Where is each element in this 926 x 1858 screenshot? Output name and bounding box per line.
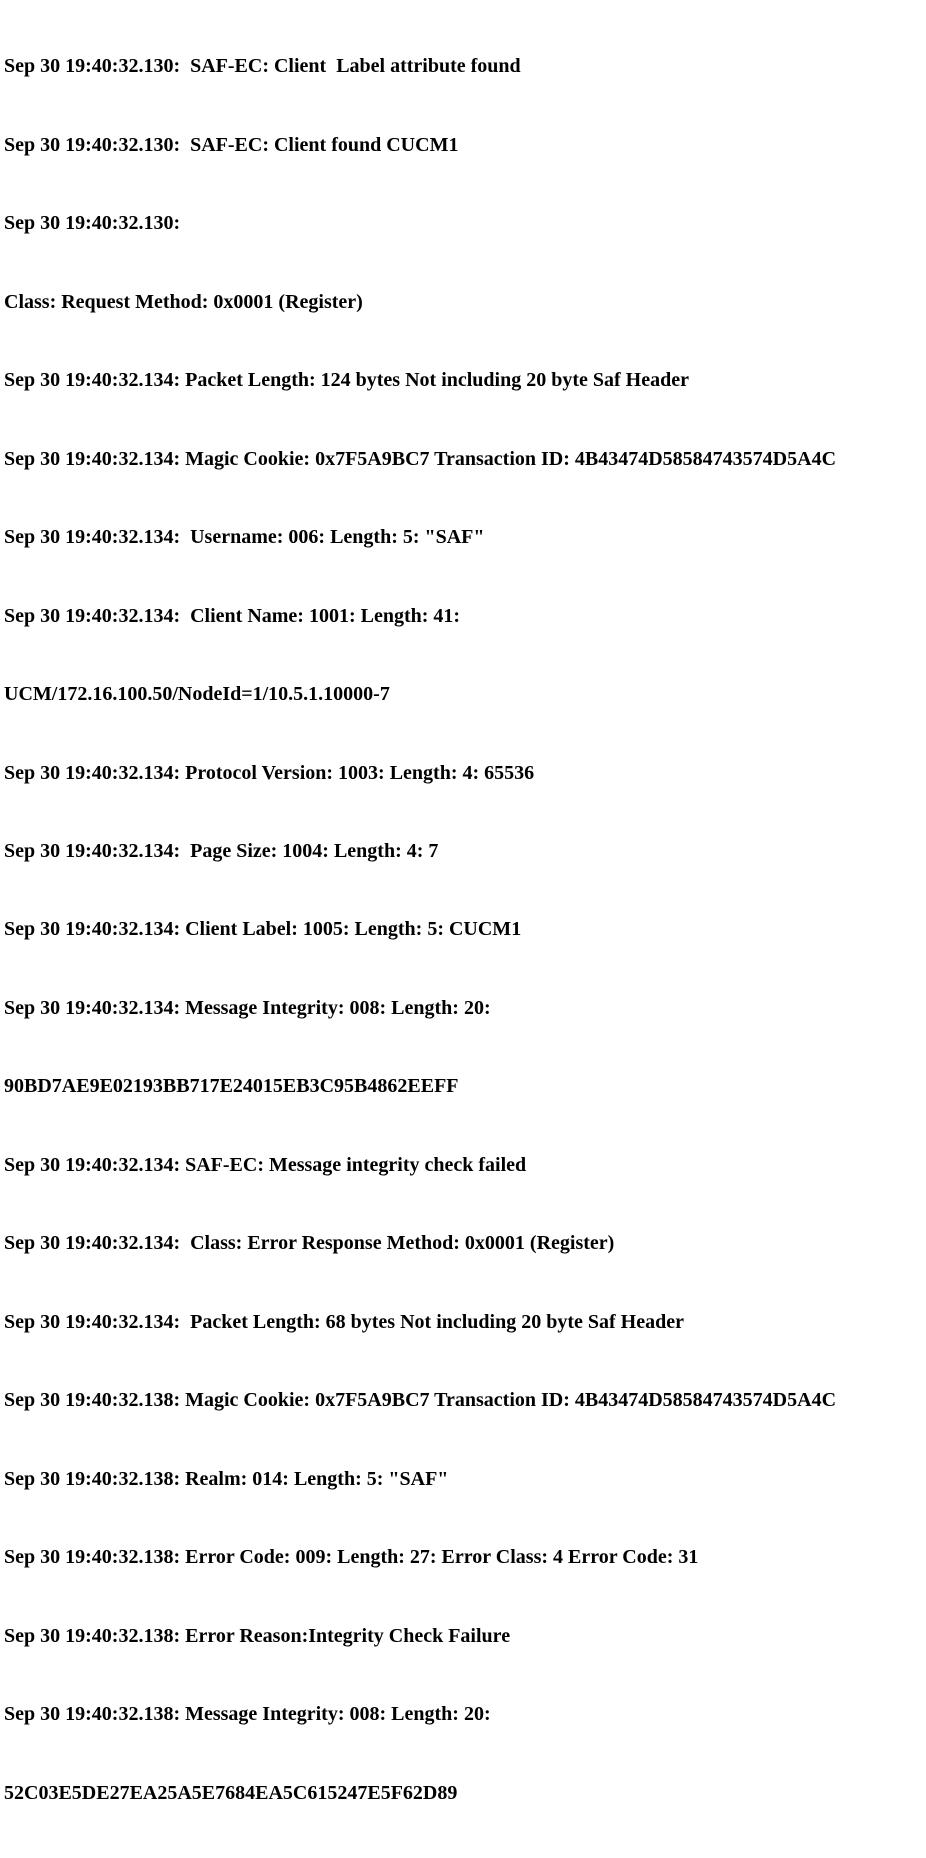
log-line: Sep 30 19:40:32.138: Magic Cookie: 0x7F5A9BC7 Transaction ID: 4B43474D58584743574D5A4C <box>4 1389 837 1412</box>
log-line: Sep 30 19:40:32.134: Message Integrity: 008: Length: 20: <box>4 996 491 1019</box>
log-line: Sep 30 19:40:32.134: Magic Cookie: 0x7F5A9BC7 Transaction ID: 4B43474D58584743574D5A4C <box>4 447 837 470</box>
log-line: Sep 30 19:40:32.130: SAF-EC: Client Label attribute found <box>4 55 521 78</box>
log-line: Sep 30 19:40:32.134: Client Label: 1005: Length: 5: CUCM1 <box>4 918 522 941</box>
log-line: Sep 30 19:40:32.138: Error Reason:Integrity Check Failure <box>4 1624 511 1647</box>
log-line: Sep 30 19:40:32.134: Username: 006: Length: 5: "SAF" <box>4 526 485 549</box>
log-line: UCM/172.16.100.50/NodeId=1/10.5.1.10000-7 <box>4 683 390 706</box>
log-line: Sep 30 19:40:32.138: Error Code: 009: Length: 27: Error Class: 4 Error Code: 31 <box>4 1546 699 1569</box>
log-line: Sep 30 19:40:32.138: Realm: 014: Length: 5: "SAF" <box>4 1467 449 1490</box>
log-line: 52C03E5DE27EA25A5E7684EA5C615247E5F62D89 <box>4 1781 458 1804</box>
log-line: Class: Request Method: 0x0001 (Register) <box>4 290 363 313</box>
log-line: Sep 30 19:40:32.130: SAF-EC: Client found CUCM1 <box>4 133 459 156</box>
log-line: Sep 30 19:40:32.134: Page Size: 1004: Length: 4: 7 <box>4 840 439 862</box>
log-line: Sep 30 19:40:32.134: Packet Length: 124 bytes Not including 20 byte Saf Header <box>4 369 689 392</box>
log-output <box>4 1 924 1858</box>
log-line: Sep 30 19:40:32.134: SAF-EC: Message integrity check failed <box>4 1153 527 1176</box>
log-line: Sep 30 19:40:32.134: Client Name: 1001: Length: 41: <box>4 604 461 627</box>
log-line: Sep 30 19:40:32.134: Protocol Version: 1003: Length: 4: 65536 <box>4 761 535 784</box>
log-line: Sep 30 19:40:32.130: <box>4 212 181 235</box>
log-line: 90BD7AE9E02193BB717E24015EB3C95B4862EEFF <box>4 1075 459 1098</box>
log-line: Sep 30 19:40:32.134: Class: Error Response Method: 0x0001 (Register) <box>4 1232 615 1255</box>
log-line: Sep 30 19:40:32.138: Message Integrity: 008: Length: 20: <box>4 1703 491 1726</box>
log-line: Sep 30 19:40:32.134: Packet Length: 68 bytes Not including 20 byte Saf Header <box>4 1310 684 1333</box>
